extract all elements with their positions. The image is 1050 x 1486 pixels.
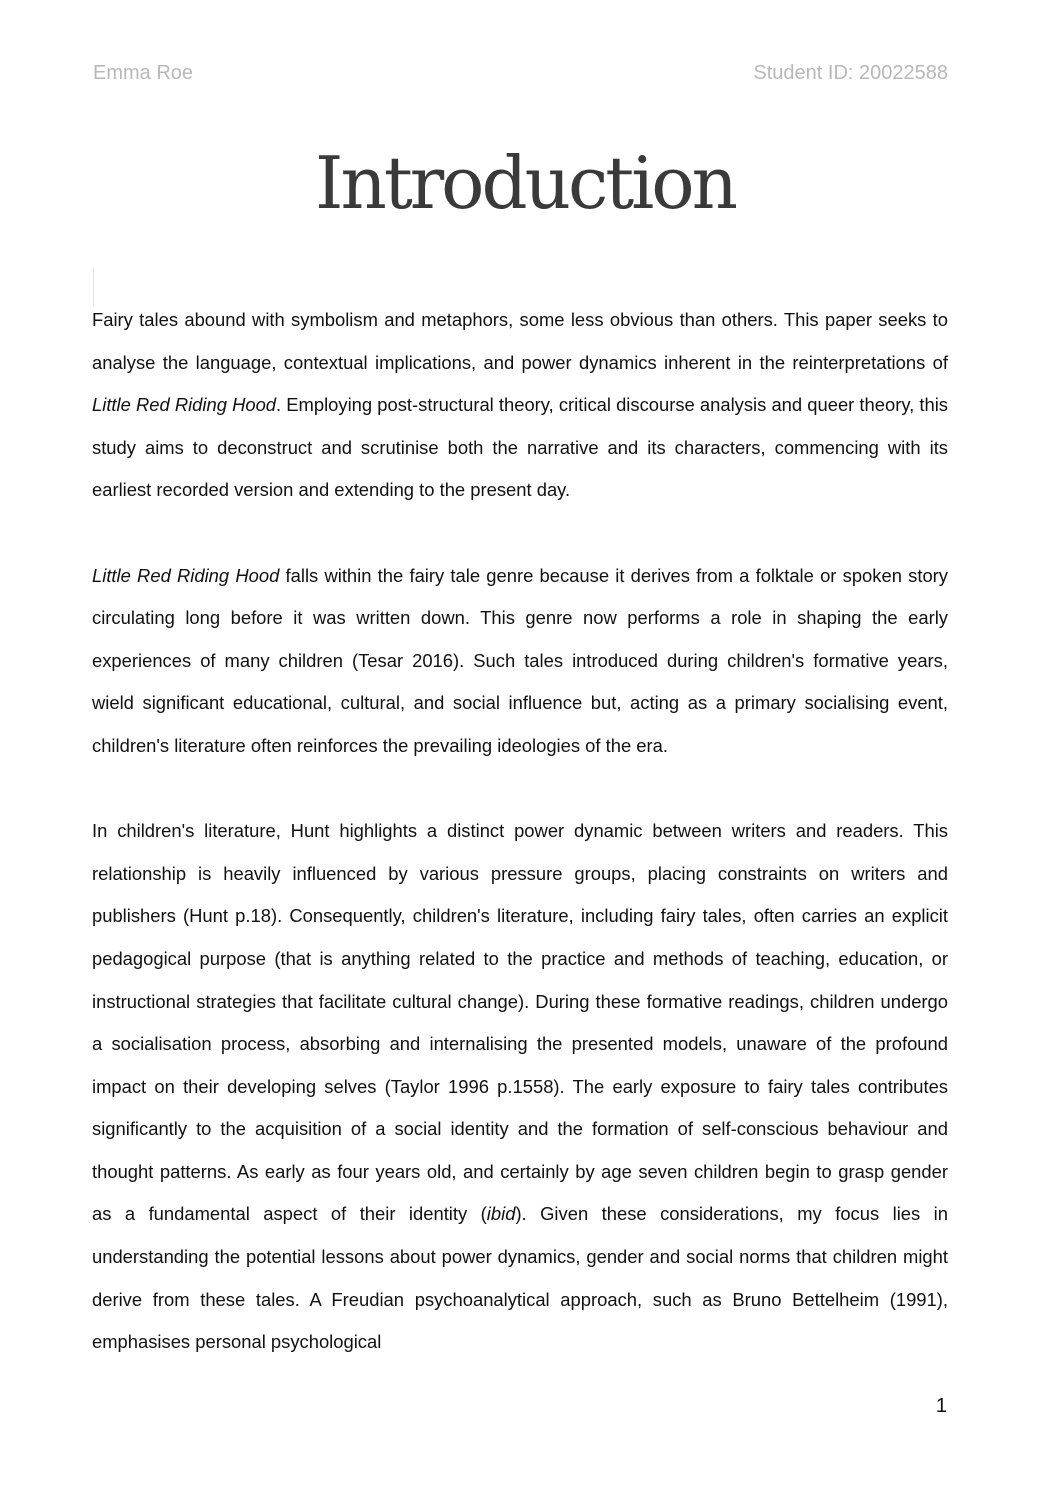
document-body	[92, 299, 948, 1364]
paragraph-2-text-b: falls within the fairy tale genre because it derives from a folktale or spoken story circulating long before it was written down. This genre now performs a role in shaping the early experiences of many children (Tesar 2016). Such tales introduced during children's formative years, wield significant educational, cultural, and social influence but, acting as a primary socialising event, children's literature often reinforces the prevailing ideologies of the era.	[92, 564, 948, 756]
paragraph-3-text-a: In children's literature, Hunt highlights a distinct power dynamic between writers and readers. This relationship is heavily influenced by various pressure groups, placing constraints on writers and publishers (Hunt p.18). Consequently, children's literature, including fairy tales, often carries an explicit pedagogical purpose (that is anything related to the practice and methods of teaching, education, or instructional strategies that facilitate cultural change). During these formative readings, children undergo a socialisation process, absorbing and internalising the presented models, unaware of the profound impact on their developing selves (Taylor 1996 p.1558). The early exposure to fairy tales contributes significantly to the acquisition of a social identity and the formation of self-conscious behaviour and thought patterns. As early as four years old, and certainly by age seven children begin to grasp gender as a fundamental aspect of their identity (	[92, 820, 948, 1225]
paragraph-1-text-a: Fairy tales abound with symbolism and metaphors, some less obvious than others. This paper seeks to analyse the language, contextual implications, and power dynamics inherent in the reinterpretations of	[92, 309, 948, 373]
paragraph-3-text-c: ). Given these considerations, my focus lies in understanding the potential lessons about power dynamics, gender and social norms that children might derive from these tales. A Freudian psychoanalytical approach, such as Bruno Bettelheim (1991), emphasises personal psychological	[92, 1203, 948, 1353]
paragraph-1-text-c: . Employing post-structural theory, critical discourse analysis and queer theory, this study aims to deconstruct and scrutinise both the narrative and its characters, commencing with its earliest recorded version and extending to the present day.	[92, 394, 949, 501]
page-number: 1	[935, 1395, 947, 1417]
header-author: Emma Roe	[93, 62, 194, 84]
paragraph-3	[92, 810, 948, 1364]
paragraph-2-title-italic: Little Red Riding Hood	[92, 564, 280, 586]
paragraph-2	[92, 555, 948, 768]
header-student-id: Student ID: 20022588	[753, 62, 948, 84]
paragraph-3-ibid-italic: ibid	[486, 1203, 516, 1225]
paragraph-1-title-italic: Little Red Riding Hood	[92, 394, 277, 416]
page-title: Introduction	[315, 141, 735, 225]
paragraph-1	[92, 299, 948, 512]
